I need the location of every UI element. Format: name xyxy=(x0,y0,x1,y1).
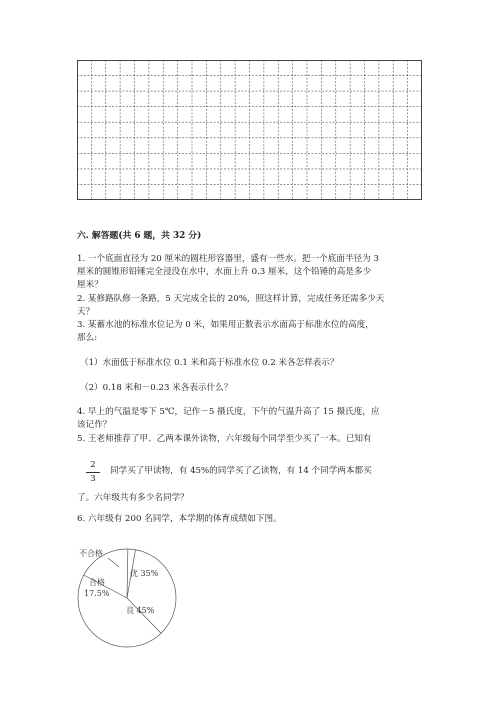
fraction-denominator: 3 xyxy=(90,474,96,484)
problem-3-question-1: （1）水面低于标准水位 0.1 米和高于标准水位 0.2 米各怎样表示？ xyxy=(80,358,339,368)
problem-1-line-3: 厘米？ xyxy=(77,280,103,290)
pie-slice-good-edge xyxy=(127,598,161,633)
problem-5-line-1: 5. 王老师推荐了甲、乙两本课外读物，六年级每个同学至少买了一本。已知有 xyxy=(77,434,372,444)
answer-grid xyxy=(77,60,422,200)
problem-1-line-2: 厘米的圆锥形铅锤完全浸没在水中，水面上升 0.3 厘米，这个铅锤的高是多少 xyxy=(77,267,372,277)
pie-chart xyxy=(70,540,185,665)
problem-3-question-2: （2）0.18 米和－0.23 米各表示什么？ xyxy=(80,383,233,393)
problem-2-line-2: 天？ xyxy=(77,307,95,317)
problem-3-line-2: 那么: xyxy=(77,333,98,343)
pie-slices xyxy=(78,549,176,647)
problem-2-line-1: 2. 某修路队修一条路，5 天完成全长的 20%，照这样计算，完成任务还需多少天 xyxy=(77,294,385,304)
fail-leader-line xyxy=(108,558,119,567)
section-title: 六. 解答题(共 6 题，共 32 分) xyxy=(77,231,202,241)
pie-label-pass-name: 合格 xyxy=(89,578,105,587)
problem-4-line-2: 该记作？ xyxy=(77,420,112,430)
fraction-bar xyxy=(86,472,100,473)
pie-slice-fail-edge xyxy=(127,549,128,598)
fraction-two-thirds xyxy=(86,460,100,485)
problem-6-line-1: 6. 六年级有 200 名同学，本学期的体育成绩如下图。 xyxy=(77,514,282,524)
pie-label-excellent: 优 35% xyxy=(130,569,159,578)
problem-1-line-1: 1. 一个底面直径为 20 厘米的圆柱形容器里，盛有一些水。把一个底面半径为 3 xyxy=(77,254,379,264)
fraction-numerator: 2 xyxy=(90,460,96,470)
problem-5-line-2: 同学买了甲读物，有 45%的同学买了乙读物，有 14 个同学两本都买 xyxy=(110,466,372,476)
problem-5-line-3: 了。六年级共有多少名同学？ xyxy=(77,493,189,503)
pie-label-pass-value: 17.5% xyxy=(84,589,110,598)
problem-3-line-1: 3. 某蓄水池的标准水位记为 0 米，如果用正数表示水面高于标准水位的高度， xyxy=(77,320,374,330)
problem-4-line-1: 4. 早上的气温是零下 5℃，记作－5 摄氏度，下午的气温升高了 15 摄氏度，应 xyxy=(77,407,380,417)
pie-label-good: 良 45% xyxy=(126,606,155,615)
pie-label-fail: 不合格 xyxy=(79,549,103,558)
